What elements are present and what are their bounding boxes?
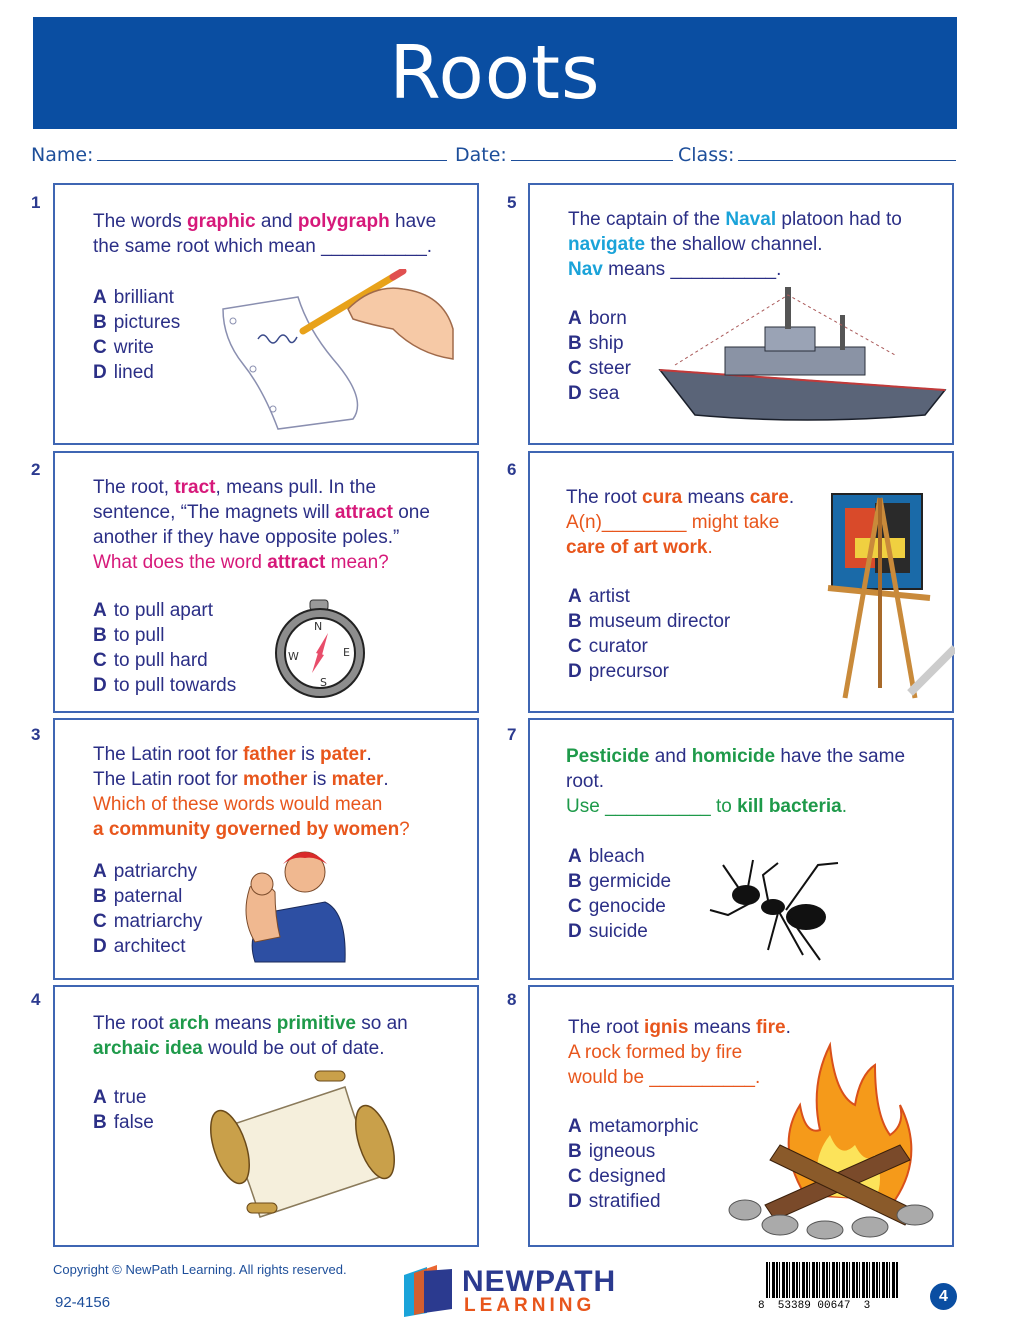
question-number-6: 6 xyxy=(507,460,517,479)
answer-option[interactable]: B paternal xyxy=(93,886,183,907)
answer-options xyxy=(93,285,180,385)
answer-options xyxy=(568,306,631,406)
compass-n-label: N xyxy=(314,620,323,633)
copyright-text: Copyright © NewPath Learning. All rights reserved. xyxy=(53,1262,347,1277)
answer-option[interactable]: C designed xyxy=(568,1166,666,1187)
question-text: The root, tract, means pull. In the sentence, “The magnets will attract one another if they have opposite poles.” What does the word attract mean? xyxy=(93,477,430,573)
question-number-2: 2 xyxy=(31,460,41,479)
answer-option[interactable]: D lined xyxy=(93,362,154,383)
compass-illustration xyxy=(270,598,370,698)
question-card-8 xyxy=(528,985,954,1247)
date-field[interactable] xyxy=(455,142,673,166)
barcode xyxy=(758,1262,908,1316)
answer-options xyxy=(93,1085,154,1135)
answer-options xyxy=(568,844,671,944)
question-card-2 xyxy=(53,451,479,713)
answer-option[interactable]: C write xyxy=(93,337,154,358)
page-title: Roots xyxy=(389,30,601,116)
question-card-3 xyxy=(53,718,479,980)
question-text: Pesticide and homicide have the same root. Use __________ to kill bacteria. xyxy=(566,746,906,817)
answer-options xyxy=(568,1114,699,1214)
question-number-1: 1 xyxy=(31,193,41,212)
compass-s-label: S xyxy=(320,676,327,689)
class-field[interactable] xyxy=(678,142,956,166)
question-card-1 xyxy=(53,183,479,445)
question-text: The Latin root for father is pater. The Latin root for mother is mater. Which of these words would mean a community governed by women? xyxy=(93,744,410,840)
answer-option[interactable]: A artist xyxy=(568,586,630,607)
answer-option[interactable]: A patriarchy xyxy=(93,861,198,882)
question-text: The words graphic and polygraph have the same root which mean __________. xyxy=(93,211,437,257)
newpath-logo xyxy=(402,1265,632,1317)
barcode-number: 8 53389 00647 3 xyxy=(758,1300,871,1312)
product-code: 92-4156 xyxy=(55,1294,111,1311)
easel-painting-illustration xyxy=(820,488,955,703)
question-number-5: 5 xyxy=(507,193,517,212)
class-label: Class: xyxy=(678,144,735,166)
answer-option[interactable]: A bleach xyxy=(568,846,645,867)
question-text: The root arch means primitive so an archaic idea would be out of date. xyxy=(93,1013,408,1059)
campfire-illustration xyxy=(725,1035,945,1240)
answer-option[interactable]: D stratified xyxy=(568,1191,661,1212)
answer-option[interactable]: C curator xyxy=(568,636,648,657)
question-card-6 xyxy=(528,451,954,713)
answer-option[interactable]: B museum director xyxy=(568,611,731,632)
page-number-badge: 4 xyxy=(930,1283,957,1310)
question-number-3: 3 xyxy=(31,725,41,744)
answer-option[interactable]: A true xyxy=(93,1087,147,1108)
name-field[interactable] xyxy=(31,142,447,166)
compass-w-label: W xyxy=(288,650,299,663)
scroll-illustration xyxy=(185,1067,415,1227)
question-number-4: 4 xyxy=(31,990,41,1009)
ant-illustration xyxy=(708,855,848,965)
writing-hand-illustration xyxy=(203,269,463,434)
answer-option[interactable]: B pictures xyxy=(93,312,181,333)
answer-options xyxy=(93,859,202,959)
answer-option[interactable]: A metamorphic xyxy=(568,1116,699,1137)
answer-option[interactable]: A to pull apart xyxy=(93,600,214,621)
answer-option[interactable]: C steer xyxy=(568,358,631,379)
question-text: The root ignis means fire. A rock formed by fire would be __________. xyxy=(568,1017,791,1088)
answer-option[interactable]: C to pull hard xyxy=(93,650,208,671)
question-number-7: 7 xyxy=(507,725,517,744)
date-label: Date: xyxy=(455,144,507,166)
question-card-4 xyxy=(53,985,479,1247)
answer-option[interactable]: C genocide xyxy=(568,896,666,917)
logo-text-bottom: LEARNING xyxy=(464,1295,596,1316)
answer-option[interactable]: C matriarchy xyxy=(93,911,203,932)
question-number-8: 8 xyxy=(507,990,517,1009)
book-logo-icon xyxy=(402,1265,462,1317)
answer-options xyxy=(568,584,730,684)
answer-options xyxy=(93,598,236,698)
rosie-riveter-illustration xyxy=(235,842,350,967)
name-label: Name: xyxy=(31,144,94,166)
answer-option[interactable]: B igneous xyxy=(568,1141,656,1162)
barcode-bars xyxy=(766,1262,898,1298)
answer-option[interactable]: B germicide xyxy=(568,871,672,892)
answer-option[interactable]: B ship xyxy=(568,333,624,354)
answer-option[interactable]: D precursor xyxy=(568,661,669,682)
question-text: The root cura means care. A(n)________ might take care of art work. xyxy=(566,487,795,558)
answer-option[interactable]: A born xyxy=(568,308,627,329)
logo-text-top: NEWPATH xyxy=(462,1265,617,1298)
answer-option[interactable]: D sea xyxy=(568,383,620,404)
answer-option[interactable]: D to pull towards xyxy=(93,675,237,696)
title-banner xyxy=(33,17,957,129)
question-text: The captain of the Naval platoon had to navigate the shallow channel. Nav means __________. xyxy=(568,209,902,280)
compass-e-label: E xyxy=(343,646,350,659)
answer-option[interactable]: A brilliant xyxy=(93,287,174,308)
question-card-5 xyxy=(528,183,954,445)
answer-option[interactable]: B to pull xyxy=(93,625,165,646)
warship-illustration xyxy=(655,285,950,435)
answer-option[interactable]: D architect xyxy=(93,936,186,957)
answer-option[interactable]: B false xyxy=(93,1112,154,1133)
question-card-7 xyxy=(528,718,954,980)
answer-option[interactable]: D suicide xyxy=(568,921,648,942)
